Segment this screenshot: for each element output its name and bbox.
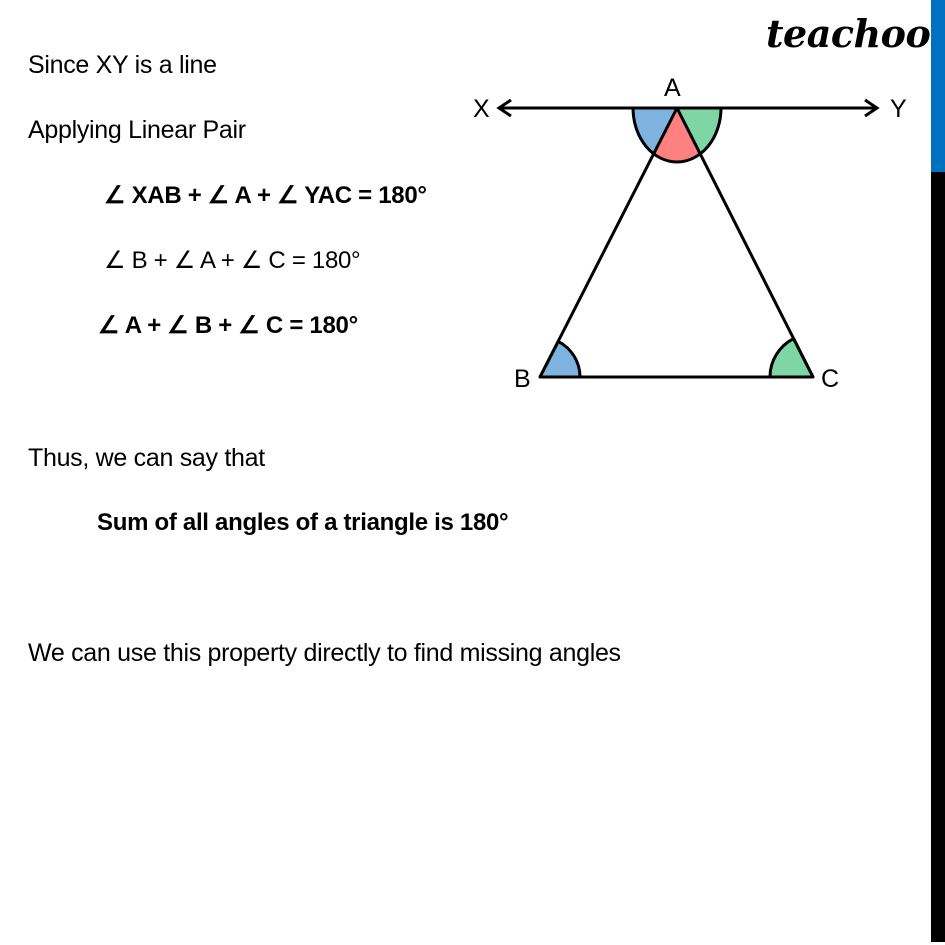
equation-substituted: ∠ B + ∠ A + ∠ C = 180° bbox=[104, 247, 361, 274]
theorem-statement: Sum of all angles of a triangle is 180° bbox=[97, 509, 509, 536]
equation-linear-pair: ∠ XAB + ∠ A + ∠ YAC = 180° bbox=[104, 182, 427, 209]
label-y: Y bbox=[890, 95, 907, 123]
text-since-xy-line: Since XY is a line bbox=[28, 51, 217, 79]
side-ac bbox=[677, 108, 813, 377]
text-thus-we-can-say: Thus, we can say that bbox=[28, 444, 265, 472]
label-a: A bbox=[664, 74, 681, 102]
angle-c-sector bbox=[770, 339, 813, 377]
side-ab bbox=[540, 108, 677, 377]
text-applying-linear-pair: Applying Linear Pair bbox=[28, 116, 246, 144]
equation-angle-sum: ∠ A + ∠ B + ∠ C = 180° bbox=[98, 312, 358, 339]
text-use-property: We can use this property directly to find missing angles bbox=[28, 639, 621, 667]
label-b: B bbox=[514, 365, 531, 393]
angle-b-sector bbox=[540, 341, 580, 377]
label-c: C bbox=[821, 365, 840, 393]
teachoo-logo: teachoo bbox=[766, 11, 931, 56]
label-x: X bbox=[473, 95, 490, 123]
